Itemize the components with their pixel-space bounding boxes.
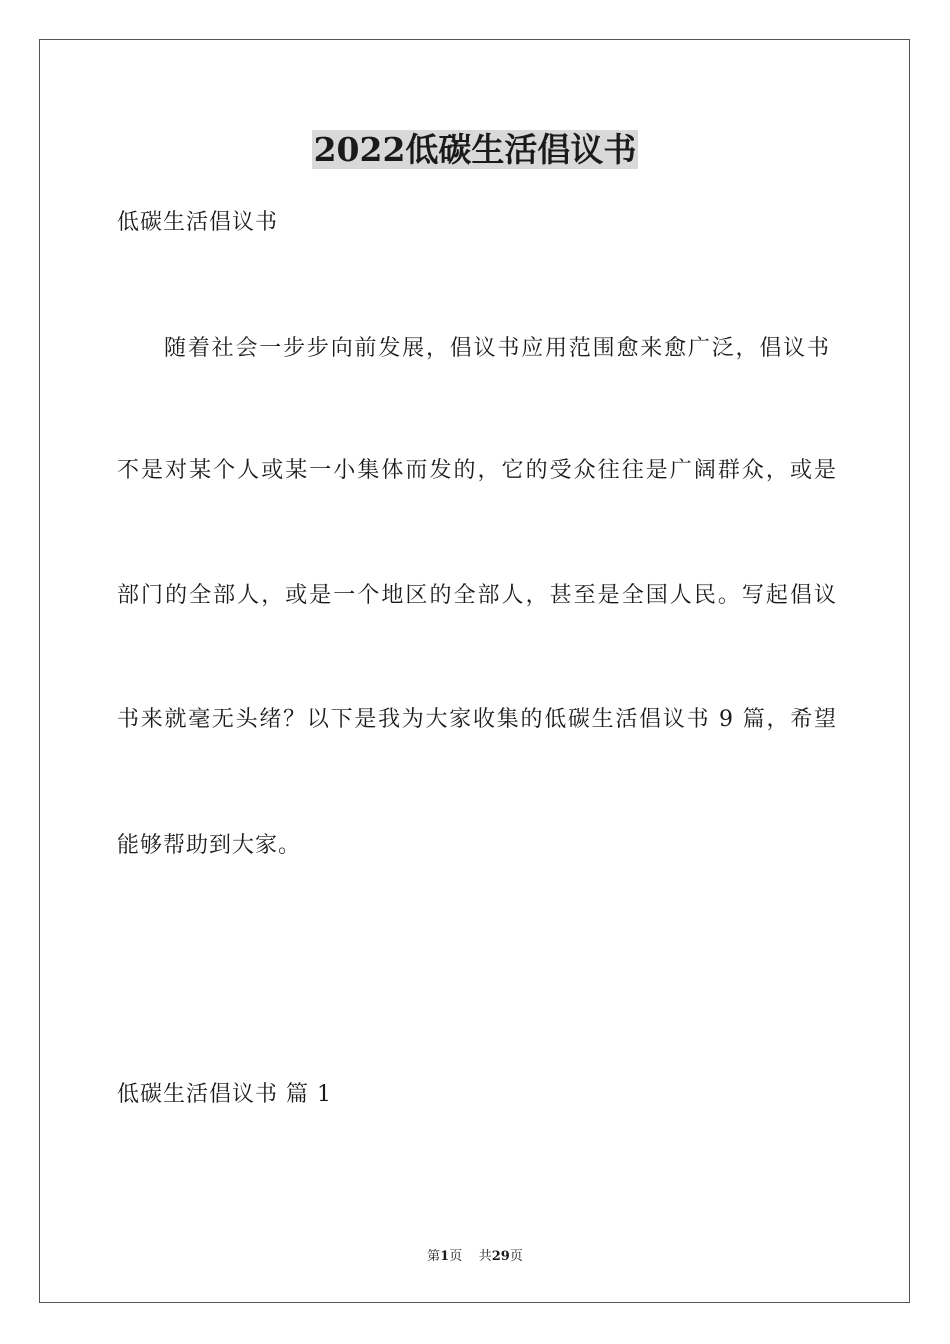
- footer-page-suffix: 页: [449, 1249, 463, 1264]
- document-subtitle: 低碳生活倡议书: [117, 210, 279, 235]
- paragraph-line-2: 不是对某个人或某一小集体而发的，它的受众往往是广阔群众，或是: [117, 458, 837, 483]
- page-footer: [0, 1248, 950, 1266]
- paragraph-line-4: 书来就毫无头绪？以下是我为大家收集的低碳生活倡议书 9 篇，希望: [117, 707, 837, 732]
- paragraph-line-5: 能够帮助到大家。: [117, 833, 302, 858]
- footer-page-prefix: 第: [427, 1249, 441, 1264]
- footer-total-pages: 29: [491, 1249, 510, 1264]
- section-heading: 低碳生活倡议书 篇 1: [117, 1082, 332, 1107]
- paragraph-line-1: 随着社会一步步向前发展，倡议书应用范围愈来愈广泛，倡议书: [164, 336, 830, 361]
- footer-total-prefix: 共: [478, 1249, 492, 1264]
- document-title-text: 2022低碳生活倡议书: [313, 130, 637, 169]
- footer-page-number: 1: [440, 1249, 450, 1264]
- document-title: [0, 128, 950, 172]
- footer-total-suffix: 页: [509, 1249, 523, 1264]
- paragraph-line-3: 部门的全部人，或是一个地区的全部人，甚至是全国人民。写起倡议: [117, 583, 837, 608]
